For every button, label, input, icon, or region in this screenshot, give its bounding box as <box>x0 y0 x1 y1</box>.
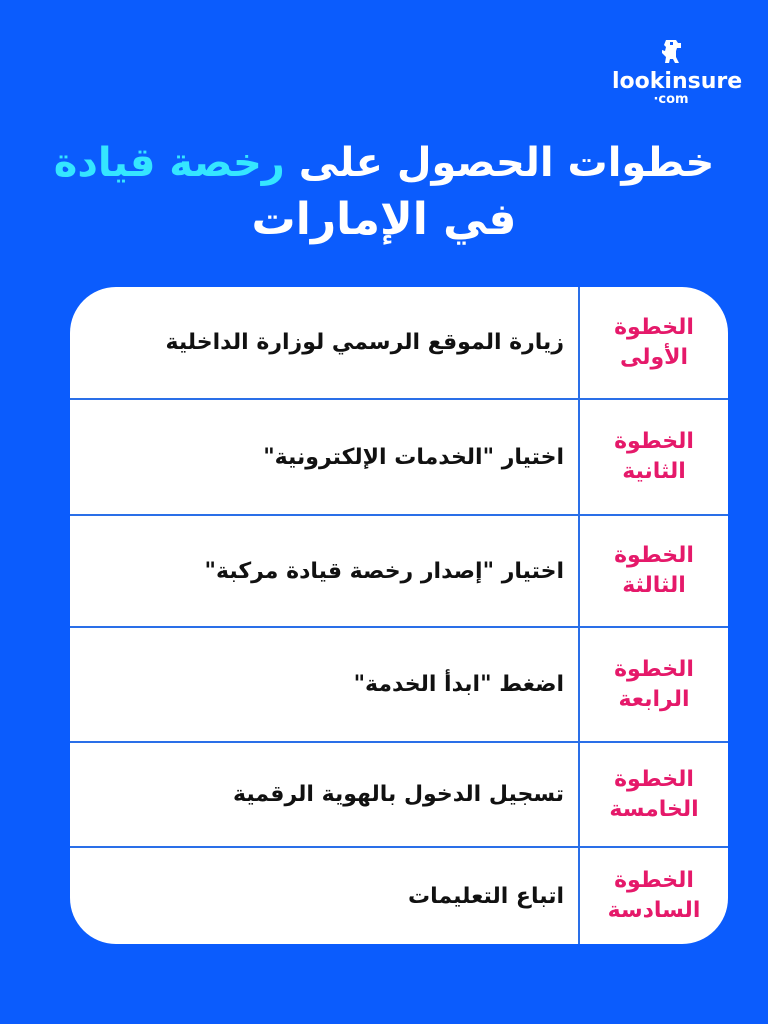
brand-name: lookinsure <box>612 69 743 94</box>
step-label <box>578 743 728 846</box>
step-label <box>578 516 728 626</box>
title-line-2: في الإمارات <box>251 194 517 245</box>
title-text: خطوات الحصول على <box>284 140 715 186</box>
table-row <box>70 516 728 628</box>
lookinsure-logo <box>612 38 743 107</box>
step-label-line-2: الثانية <box>622 459 686 484</box>
step-label <box>578 400 728 514</box>
step-label-line-2: الرابعة <box>618 686 690 712</box>
step-label-line-1: الخطوة <box>614 766 694 792</box>
step-label <box>578 287 728 398</box>
step-description: اضغط "ابدأ الخدمة" <box>353 672 564 697</box>
table-row <box>70 743 728 848</box>
step-label-line-2: الخامسة <box>609 796 699 822</box>
page-title <box>0 138 768 248</box>
step-label <box>578 848 728 944</box>
steps-table <box>70 287 728 944</box>
table-row <box>70 848 728 944</box>
dinosaur-mascot-icon <box>658 38 684 68</box>
title-line-1 <box>0 138 768 188</box>
table-row <box>70 400 728 516</box>
step-label <box>578 628 728 741</box>
step-label-line-1: الخطوة <box>614 543 694 568</box>
step-label-line-1: الخطوة <box>614 429 694 454</box>
step-description: اختيار "إصدار رخصة قيادة مركبة" <box>204 558 564 584</box>
brand-suffix: ·com <box>653 92 689 107</box>
step-description: زيارة الموقع الرسمي لوزارة الداخلية <box>165 330 564 355</box>
step-label-line-2: الأولى <box>619 344 689 370</box>
step-description: اختيار "الخدمات الإلكترونية" <box>263 444 564 470</box>
step-label-line-1: الخطوة <box>614 868 694 893</box>
step-label-line-2: الثالثة <box>622 573 686 598</box>
table-row <box>70 287 728 400</box>
table-row <box>70 628 728 743</box>
step-description: تسجيل الدخول بالهوية الرقمية <box>232 782 564 807</box>
step-label-line-1: الخطوة <box>614 656 694 682</box>
step-label-line-1: الخطوة <box>614 314 694 340</box>
title-highlight: رخصة قيادة <box>53 140 285 186</box>
step-description: اتباع التعليمات <box>407 883 564 909</box>
step-label-line-2: السادسة <box>607 898 701 923</box>
